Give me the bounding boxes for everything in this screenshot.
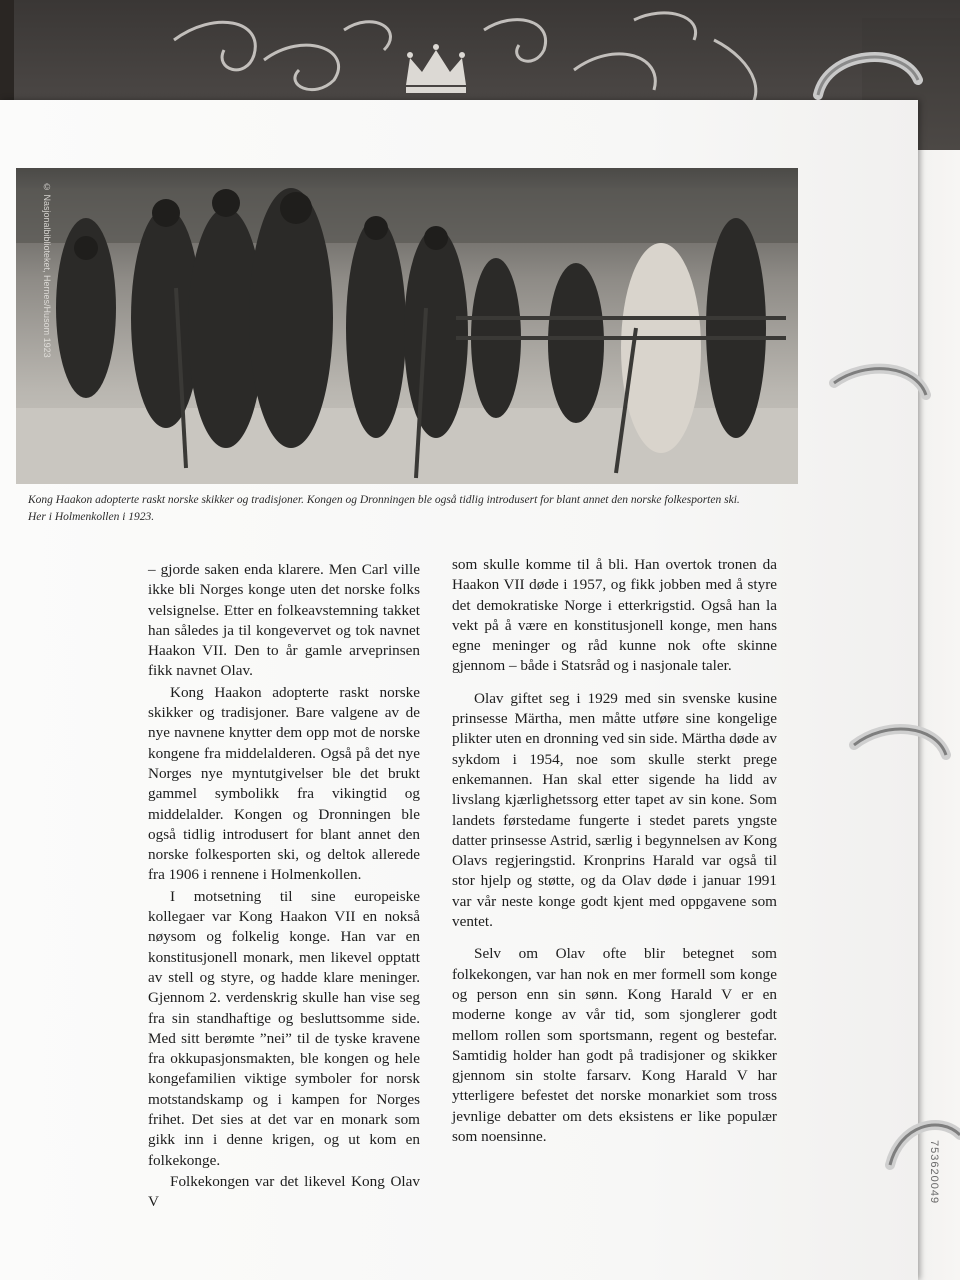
binder-ring-icon [808,40,928,120]
paragraph: I motsetning til sine europeiske kollegaer var Kong Haakon VII en nokså nøysom og folkelig konge. Han var en konstitusjonell monark, men likevel opptatt av stell og styre, og hadde klare meninger. Gjennom 2. verdenskrig skulle han vise seg fra sin standhaftige og besluttsomme side. Med sitt berømte ”nei” til de tyske kravene fra okkupasjonsmakten, ble kongen og hele kongefamilien viktige symboler for norsk motstandskamp og i kampen for Norges frihet. Det sies at det var en monark som gikk inn i denne krigen, og ut kom en folkekonge. [148,887,420,1169]
left-text-column [148,560,420,1213]
paragraph: Folkekongen var det likevel Kong Olav V [148,1172,420,1211]
paragraph: som skulle komme til å bli. Han overtok tronen da Haakon VII døde i 1957, og fikk jobben med å styre det demokratiske Norge i etterkrigstid. Også han la vekt på å være en konstitusjonell konge, men hans egne meninger og råd kunne nok ofte skinne gjennom – både i Statsråd og i nasjonale taler. [452,556,777,675]
crown-icon [396,40,476,100]
paragraph: – gjorde saken enda klarere. Men Carl ville ikke bli Norges konge uten det norske folks velsignelse. Etter en folkeavstemning takket han således ja til kongevervet og tok navnet Haakon VII. Den to år gamle arveprinsen fikk navnet Olav. [148,561,420,680]
historical-photograph [16,168,798,484]
ski-crowd-photo-graphic [16,168,798,484]
binder-ring-icon [880,1105,960,1185]
serial-number: 753620049 [928,1140,940,1205]
book-page [0,100,918,1280]
photo-credit: © Nasjonalbiblioteket, Hernes/Husom 1923 [42,182,52,358]
photo-caption [28,492,828,526]
right-text-column [452,555,777,1147]
caption-line-1: Kong Haakon adopterte raskt norske skikker og tradisjoner. Kongen og Dronningen ble også tidlig introdusert for blant annet den norske folkesporten ski. [28,494,740,506]
binder-ring-icon [846,715,956,785]
paragraph: Olav giftet seg i 1929 med sin svenske kusine prinsesse Märtha, men måtte utføre sine kongelige plikter uten en dronning ved sin side. Märtha døde av sykdom i 1954, noe som skulle sterkt prege enkemannen. Han skal etter sigende ha lidd av livslang kjærlighetssorg etter tapet av sin kone. Som landets førstedame fungerte i stedet parets yngste datter prinsesse Astrid, særlig i begynnelsen av Kong Olavs regjeringstid. Kronprins Harald var også til stor hjelp og støtte, og da Olav døde i januar 1991 var vår neste konge godt kjent med oppgavene som ventet. [452,689,777,931]
binder-ring-icon [826,355,936,425]
paragraph: Kong Haakon adopterte raskt norske skikker og tradisjoner. Bare valgene av de nye navnene knytter dem opp mot de norske kongene fra middelalderen. Også på det nye Norges nye myntutgivelser ble det brukt gammel symbolikk fra vikingtid og middelalder. Kongen og Dronningen ble også tidlig introdusert for blant annet den norske folkesporten ski, og deltok allerede fra 1906 i rennene i Holmenkollen. [148,683,420,884]
paragraph: Selv om Olav ofte blir betegnet som folkekongen, var han nok en mer formell som konge og person enn sin sønn. Kong Harald V er en moderne konge av vår tid, som sjonglerer godt mellom rollen som sportsmann, regent og bestefar. Samtidig holder han godt på tradisjoner og skikker gjennom sin stolte farsarv. Kong Harald V har ytterligere befestet det norske monarkiet som tross jevnlige debatter om dets eksistens er like populær som noensinne. [452,945,777,1146]
caption-line-2: Her i Holmenkollen i 1923. [28,511,155,523]
